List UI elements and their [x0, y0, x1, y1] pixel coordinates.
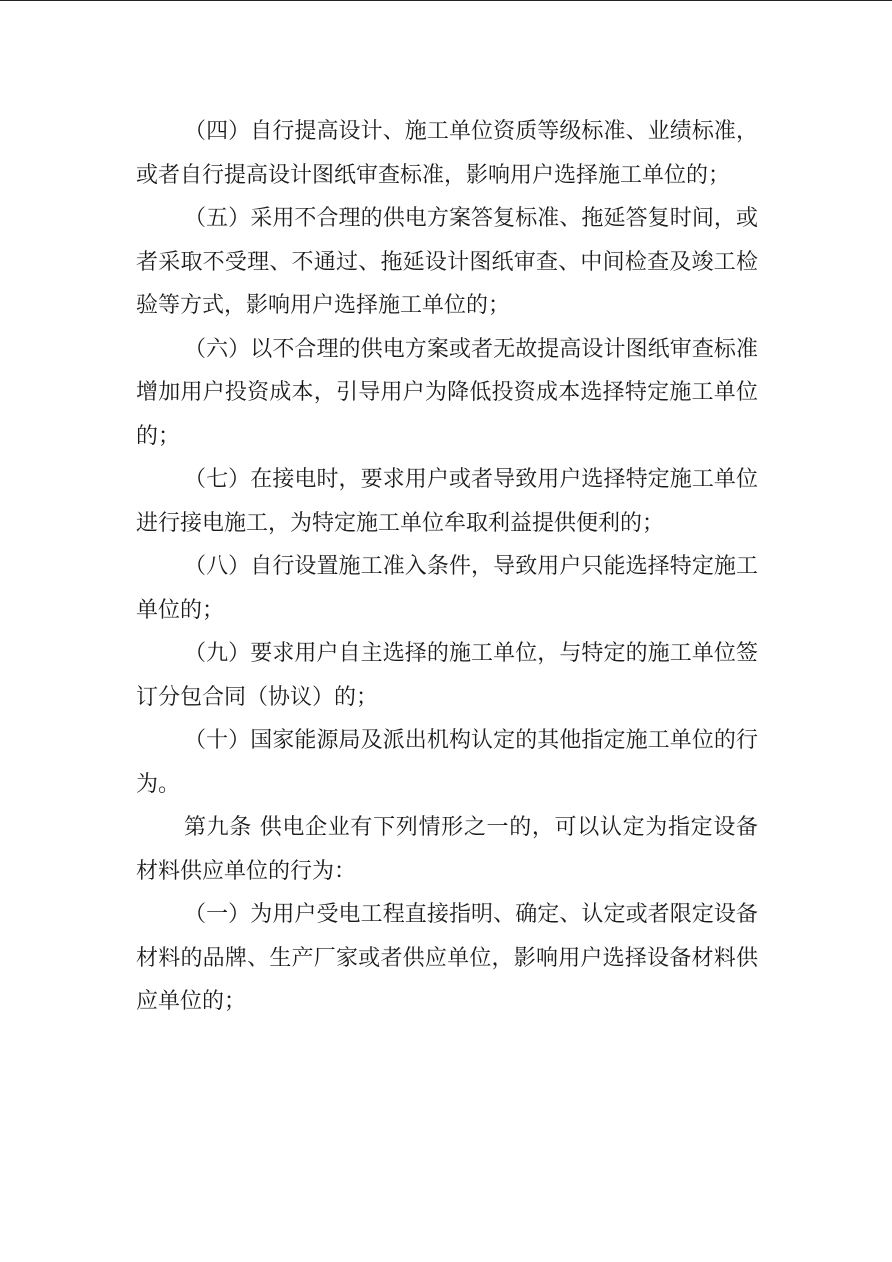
paragraph-item-1: （一）为用户受电工程直接指明、确定、认定或者限定设备材料的品牌、生产厂家或者供应单位，影响用户选择设备材料供应单位的；: [136, 902, 758, 1014]
paragraph-item-7: （七）在接电时，要求用户或者导致用户选择特定施工单位进行接电施工，为特定施工单位牟取利益提供便利的；: [136, 467, 758, 536]
document-page: [136, 110, 758, 1024]
paragraph-item-4: （四）自行提高设计、施工单位资质等级标准、业绩标准，或者自行提高设计图纸审查标准，影响用户选择施工单位的；: [136, 119, 758, 188]
paragraph-item-6: （六）以不合理的供电方案或者无故提高设计图纸审查标准增加用户投资成本，引导用户为降低投资成本选择特定施工单位的；: [136, 336, 758, 449]
paragraph-item-10: （十）国家能源局及派出机构认定的其他指定施工单位的行为。: [136, 728, 758, 797]
paragraph-item-9: （九）要求用户自主选择的施工单位，与特定的施工单位签订分包合同（协议）的；: [136, 641, 758, 710]
paragraph-item-8: （八）自行设置施工准入条件，导致用户只能选择特定施工单位的；: [136, 554, 758, 623]
article-9-heading: 第九条 供电企业有下列情形之一的，可以认定为指定设备材料供应单位的行为：: [136, 815, 758, 884]
paragraph-item-5: （五）采用不合理的供电方案答复标准、拖延答复时间，或者采取不受理、不通过、拖延设计图纸审查、中间检查及竣工检验等方式，影响用户选择施工单位的；: [136, 206, 758, 318]
